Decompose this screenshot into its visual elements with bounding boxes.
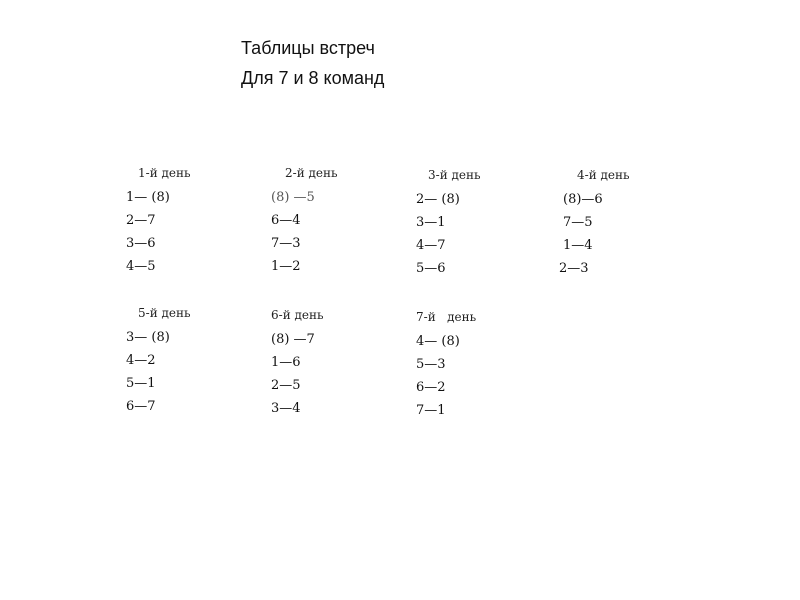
day-block-5 (126, 304, 256, 418)
day-block-6 (271, 306, 401, 420)
pair-list (416, 188, 546, 280)
match-pair: 2—7 (126, 213, 156, 228)
match-pair: 3—4 (271, 401, 301, 416)
day-heading: 6-й день (271, 308, 324, 322)
match-pair: 1— (8) (126, 190, 170, 205)
day-block-7 (416, 308, 546, 422)
day-heading: 7-й день (416, 310, 477, 324)
match-pair: 5—6 (416, 261, 446, 276)
match-pair: (8) —7 (271, 332, 315, 347)
pair-list (271, 328, 401, 420)
pair-list (126, 326, 256, 418)
match-pair: 4—5 (126, 259, 156, 274)
match-pair: 3—1 (416, 215, 446, 230)
match-pair: 3—6 (126, 236, 156, 251)
page-title: Таблицы встреч (241, 38, 375, 58)
match-pair: 3— (8) (126, 330, 170, 345)
match-pair: 4—7 (416, 238, 446, 253)
match-pair: 5—1 (126, 376, 156, 391)
match-pair: 2—5 (271, 378, 301, 393)
match-pair: (8)—6 (563, 192, 603, 207)
match-pair: 1—6 (271, 355, 301, 370)
pair-list (416, 330, 546, 422)
match-pair: 4— (8) (416, 334, 460, 349)
day-block-1 (126, 164, 256, 278)
match-pair: 1—2 (271, 259, 301, 274)
match-pair: 7—1 (416, 403, 446, 418)
pair-list (126, 186, 256, 278)
match-pair: 1—4 (563, 238, 593, 253)
match-pair: 7—3 (271, 236, 301, 251)
day-heading: 3-й день (428, 168, 481, 182)
match-pair: 6—7 (126, 399, 156, 414)
page-subtitle: Для 7 и 8 команд (241, 68, 385, 88)
match-pair: 6—4 (271, 213, 301, 228)
day-block-2 (271, 164, 401, 278)
match-pair: (8) —5 (271, 190, 315, 205)
match-pair: 4—2 (126, 353, 156, 368)
match-pair: 2— (8) (416, 192, 460, 207)
day-heading: 1-й день (138, 166, 191, 180)
day-heading: 2-й день (285, 166, 338, 180)
pair-list (271, 186, 401, 278)
match-pair: 2—3 (559, 261, 589, 276)
match-pair: 5—3 (416, 357, 446, 372)
day-heading: 4-й день (577, 168, 630, 182)
match-pair: 7—5 (563, 215, 593, 230)
pair-list (559, 188, 693, 280)
day-heading: 5-й день (138, 306, 191, 320)
day-block-3 (416, 166, 546, 280)
day-block-4 (559, 166, 693, 280)
match-pair: 6—2 (416, 380, 446, 395)
